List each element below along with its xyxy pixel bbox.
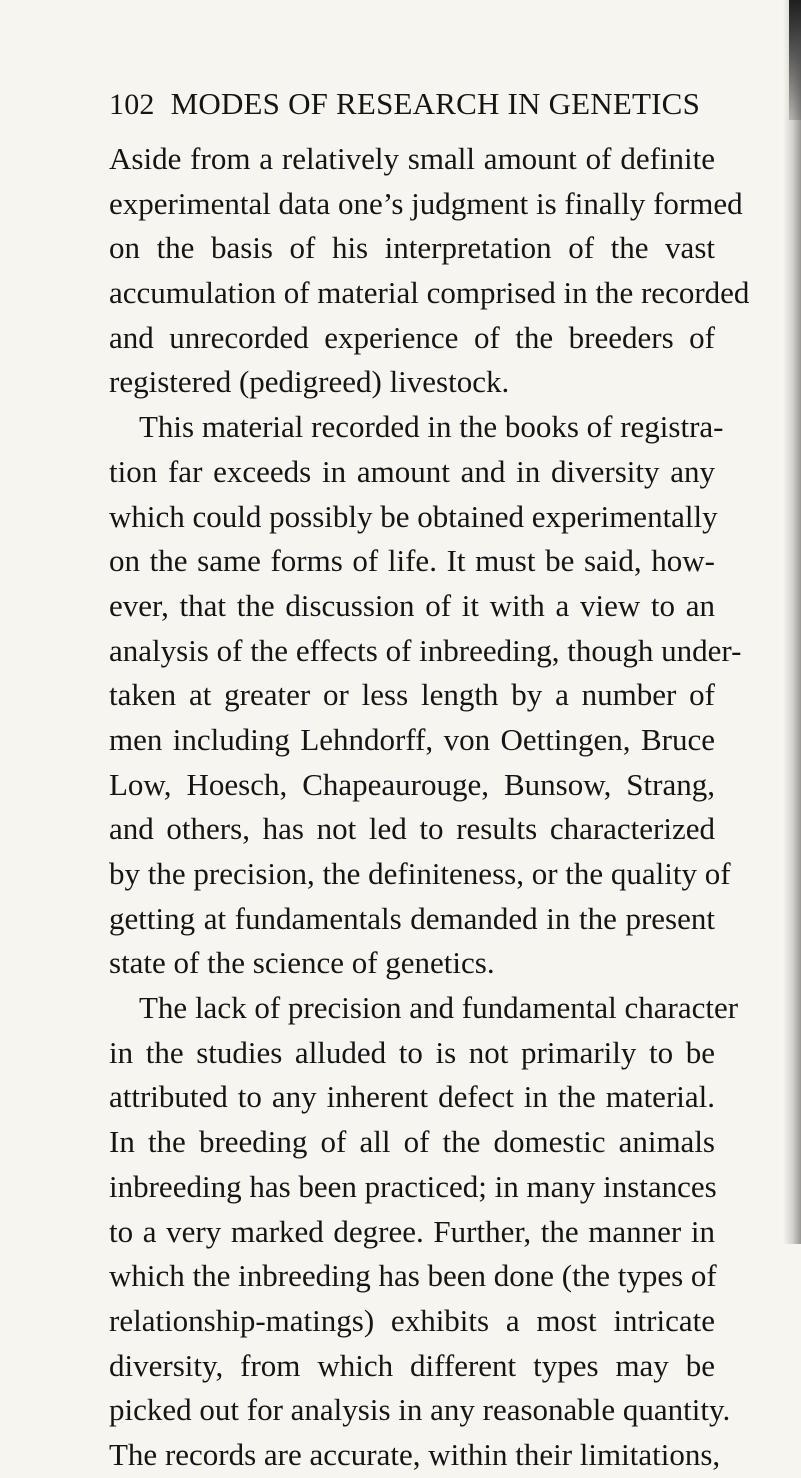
text-line: Low, Hoesch, Chapeaurouge, Bunsow, Strang,	[109, 766, 715, 802]
text-line: In the breeding of all of the domestic animals	[109, 1124, 715, 1160]
text-line: experimental data one’s judgment is finally formed	[109, 185, 743, 221]
text-line: taken at greater or less length by a number of	[109, 677, 715, 713]
text-line: by the precision, the definiteness, or the quality of	[109, 856, 731, 891]
paragraph-start-line: This material recorded in the books of registra-	[139, 409, 724, 445]
text-line: ever, that the discussion of it with a view to an	[109, 587, 715, 623]
text-line: state of the science of genetics.	[109, 945, 495, 981]
text-line: tion far exceeds in amount and in diversity any	[109, 453, 715, 489]
body-text	[109, 137, 750, 1478]
page-edge-shadow	[783, 0, 801, 1244]
running-head	[109, 86, 709, 128]
text-line: analysis of the effects of inbreeding, though under-	[109, 632, 742, 668]
text-line: which could possibly be obtained experimentally	[109, 498, 718, 534]
text-line: The records are accurate, within their limitations,	[109, 1436, 721, 1472]
text-line: registered (pedigreed) livestock.	[109, 364, 510, 400]
text-line: relationship-matings) exhibits a most intricate	[109, 1302, 715, 1338]
text-line: which the inbreeding has been done (the types of	[109, 1258, 717, 1294]
text-line: to a very marked degree. Further, the manner in	[109, 1213, 715, 1249]
running-head-title: MODES OF RESEARCH IN GENETICS	[170, 86, 701, 121]
text-line: and unrecorded experience of the breeders of	[109, 319, 715, 355]
page-corner-shadow	[789, 0, 801, 120]
text-line: inbreeding has been practiced; in many instances	[109, 1168, 717, 1204]
text-line: and others, has not led to results characterized	[109, 811, 715, 847]
text-line: diversity, from which different types may be	[109, 1347, 715, 1383]
text-line: on the same forms of life. It must be said, how-	[109, 543, 715, 579]
text-line: attributed to any inherent defect in the material.	[109, 1079, 715, 1115]
text-line: picked out for analysis in any reasonable quantity.	[109, 1392, 731, 1428]
text-line: on the basis of his interpretation of the vast	[109, 230, 715, 266]
text-line: getting at fundamentals demanded in the present	[109, 900, 715, 936]
paragraph-start-line: The lack of precision and fundamental character	[139, 990, 739, 1026]
text-line: Aside from a relatively small amount of definite	[109, 141, 715, 176]
text-line: in the studies alluded to is not primarily to be	[109, 1034, 715, 1070]
text-line: accumulation of material comprised in the recorded	[109, 275, 750, 311]
page-number: 102	[109, 88, 155, 121]
text-line: men including Lehndorff, von Oettingen, Bruce	[109, 721, 715, 757]
